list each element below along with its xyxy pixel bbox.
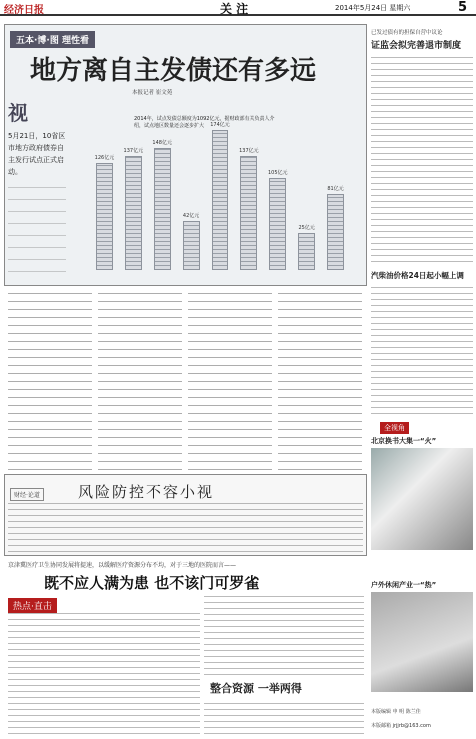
paper-logo: 经济日报 (4, 5, 44, 16)
col4 (278, 290, 362, 470)
health-text (8, 612, 200, 734)
masthead (0, 0, 476, 16)
health-lead: 京津冀医疗卫生协同发展将提速，以缓解医疗资源分布不均，对于三地的医院而言—— (8, 562, 237, 569)
essay-headline: 风险防控不容小视 (78, 483, 215, 501)
book-fair-photo (371, 448, 473, 550)
bar-8 (327, 194, 344, 270)
bar-5 (240, 156, 257, 270)
chart-area (72, 108, 364, 272)
issue-date: 2014年5月24日 星期六 (335, 4, 411, 12)
bar-0 (96, 163, 113, 270)
bar-label-5: 137亿元 (239, 148, 259, 154)
footer-editor: 本版编辑 申 明 陈兰佳 (371, 709, 421, 715)
page-number: 5 (458, 0, 468, 15)
footer-mail: 本版邮箱 jrjjrb@163.com (371, 723, 431, 729)
essay-text (8, 502, 363, 552)
essay-kicker: 财经·论道 (10, 488, 44, 501)
feature-headline: 地方离自主发债还有多远 (30, 56, 317, 86)
intro-text: 5月21日，10省区市地方政府债券自主发行试点正式启动。 (8, 132, 66, 176)
feature-byline: 本报记者 崔文苑 (132, 90, 173, 96)
feature-intro: 视 5月21日，10省区市地方政府债券自主发行试点正式启动。 (8, 97, 66, 277)
bar-label-4: 174亿元 (210, 122, 230, 128)
health-sub: 整合资源 一举两得 (210, 682, 302, 695)
right-top-text (371, 52, 473, 262)
bar-label-2: 148亿元 (152, 140, 172, 146)
outdoor-photo (371, 592, 473, 692)
bar-label-8: 81亿元 (327, 186, 344, 192)
health-text-right2 (204, 698, 364, 734)
bar-1 (125, 156, 142, 270)
bar-label-0: 126亿元 (94, 155, 115, 161)
bar-4 (212, 130, 229, 270)
bar-3 (183, 221, 200, 270)
right-top-headline: 证监会拟完善退市制度 (371, 41, 462, 51)
right-mid-headline: 汽柴油价格24日起小幅上调 (371, 271, 464, 280)
bar-label-7: 25亿元 (298, 225, 315, 231)
col3 (188, 290, 272, 470)
right-item1: 北京换书大集一“火” (371, 437, 437, 445)
section-title: 关 注 (220, 2, 249, 16)
bar-label-6: 105亿元 (267, 170, 288, 176)
bar-6 (269, 178, 286, 270)
right-mid-text (371, 284, 473, 414)
right-top-lead: 已发过债有的担保自营中议论 (371, 30, 443, 36)
bar-series (90, 108, 350, 270)
feature-body (4, 290, 367, 470)
bar-label-1: 137亿元 (123, 148, 144, 154)
health-text-right (204, 595, 364, 675)
health-headline: 既不应人满为患 也不该门可罗雀 (44, 574, 260, 592)
bar-2 (154, 148, 171, 270)
chart-caption: 2014年，试点发债总额度为1092亿元，据财政部有关负责人介绍，试点地区数量还会逐步扩大 (134, 116, 275, 129)
right-tag: 全视角 (380, 422, 409, 434)
bar-7 (298, 233, 315, 270)
feature-kicker: 五本·博·图 理性看 (10, 31, 95, 48)
health-tag: 热点·直击 (8, 598, 57, 613)
right-item2: 户外休闲产业一“热” (371, 581, 437, 589)
col2 (98, 290, 182, 470)
col1 (8, 290, 92, 470)
bar-label-3: 42亿元 (182, 213, 200, 219)
